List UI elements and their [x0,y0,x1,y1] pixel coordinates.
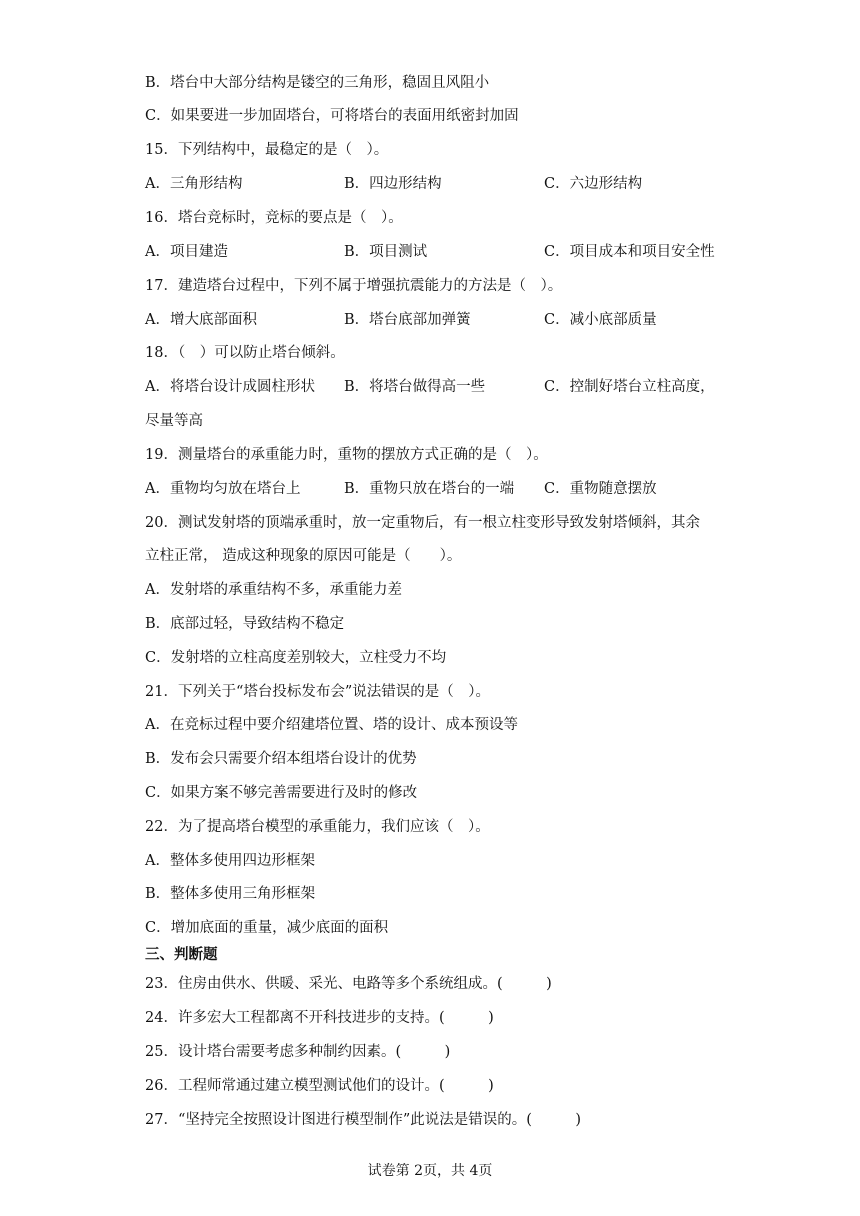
question-25: 25．设计塔台需要考虑多种制约因素。( ) [145,1044,451,1060]
option-18b: B．将塔台做得高一些 [344,379,486,395]
question-27: 27．“坚持完全按照设计图进行模型制作”此说法是错误的。( ) [145,1112,582,1128]
option-17b: B．塔台底部加弹簧 [344,312,471,328]
option-21c: C．如果方案不够完善需要进行及时的修改 [145,785,418,801]
question-20-continued: 立柱正常， 造成这种现象的原因可能是（ ）。 [145,548,462,564]
question-20: 20．测试发射塔的顶端承重时，放一定重物后，有一根立柱变形导致发射塔倾斜，其余 [145,515,700,531]
option-18c: C．控制好塔台立柱高度， [544,379,715,395]
question-22: 22．为了提高塔台模型的承重能力，我们应该（ ）。 [145,819,490,835]
question-17: 17．建造塔台过程中，下列不属于增强抗震能力的方法是（ ）。 [145,278,563,294]
page-footer: 试卷第 2页，共 4页 [367,1163,493,1179]
question-21: 21．下列关于“塔台投标发布会”说法错误的是（ ）。 [145,684,491,700]
option-20a: A．发射塔的承重结构不多，承重能力差 [145,582,402,598]
option-21a: A．在竞标过程中要介绍建塔位置、塔的设计、成本预设等 [145,717,518,733]
question-18: 18．（ ）可以防止塔台倾斜。 [145,345,345,361]
option-22a: A．整体多使用四边形框架 [145,853,315,869]
question-24: 24．许多宏大工程都离不开科技进步的支持。( ) [145,1010,494,1026]
option-15b: B．四边形结构 [344,176,442,192]
section-heading-true-false: 三、判断题 [145,946,218,963]
question-16: 16．塔台竞标时，竞标的要点是（ ）。 [145,210,403,226]
question-15: 15．下列结构中，最稳定的是（ ）。 [145,142,389,158]
option-22b: B．整体多使用三角形框架 [145,886,316,902]
option-20b: B．底部过轻，导致结构不稳定 [145,616,345,632]
option-19c: C．重物随意摆放 [544,481,657,497]
option-16b: B．项目测试 [344,244,428,260]
option-15a: A．三角形结构 [145,176,243,192]
option-22c: C．增加底面的重量，减少底面的面积 [145,920,389,936]
option-16c: C．项目成本和项目安全性 [544,244,715,260]
option-19b: B．重物只放在塔台的一端 [344,481,515,497]
option-14b: B．塔台中大部分结构是镂空的三角形，稳固且风阻小 [145,75,490,91]
option-18c-continued: 尽量等高 [145,413,203,429]
question-23: 23．住房由供水、供暖、采光、电路等多个系统组成。( ) [145,976,552,992]
option-15c: C．六边形结构 [544,176,643,192]
option-14c: C．如果要进一步加固塔台，可将塔台的表面用纸密封加固 [145,108,519,124]
option-18a: A．将塔台设计成圆柱形状 [145,379,315,395]
question-19: 19．测量塔台的承重能力时，重物的摆放方式正确的是（ ）。 [145,447,548,463]
option-21b: B．发布会只需要介绍本组塔台设计的优势 [145,751,417,767]
option-19a: A．重物均匀放在塔台上 [145,481,301,497]
option-17c: C．减小底部质量 [544,312,657,328]
question-26: 26．工程师常通过建立模型测试他们的设计。( ) [145,1078,494,1094]
option-17a: A．增大底部面积 [145,312,257,328]
option-20c: C．发射塔的立柱高度差别较大，立柱受力不均 [145,650,447,666]
option-16a: A．项目建造 [145,244,228,260]
